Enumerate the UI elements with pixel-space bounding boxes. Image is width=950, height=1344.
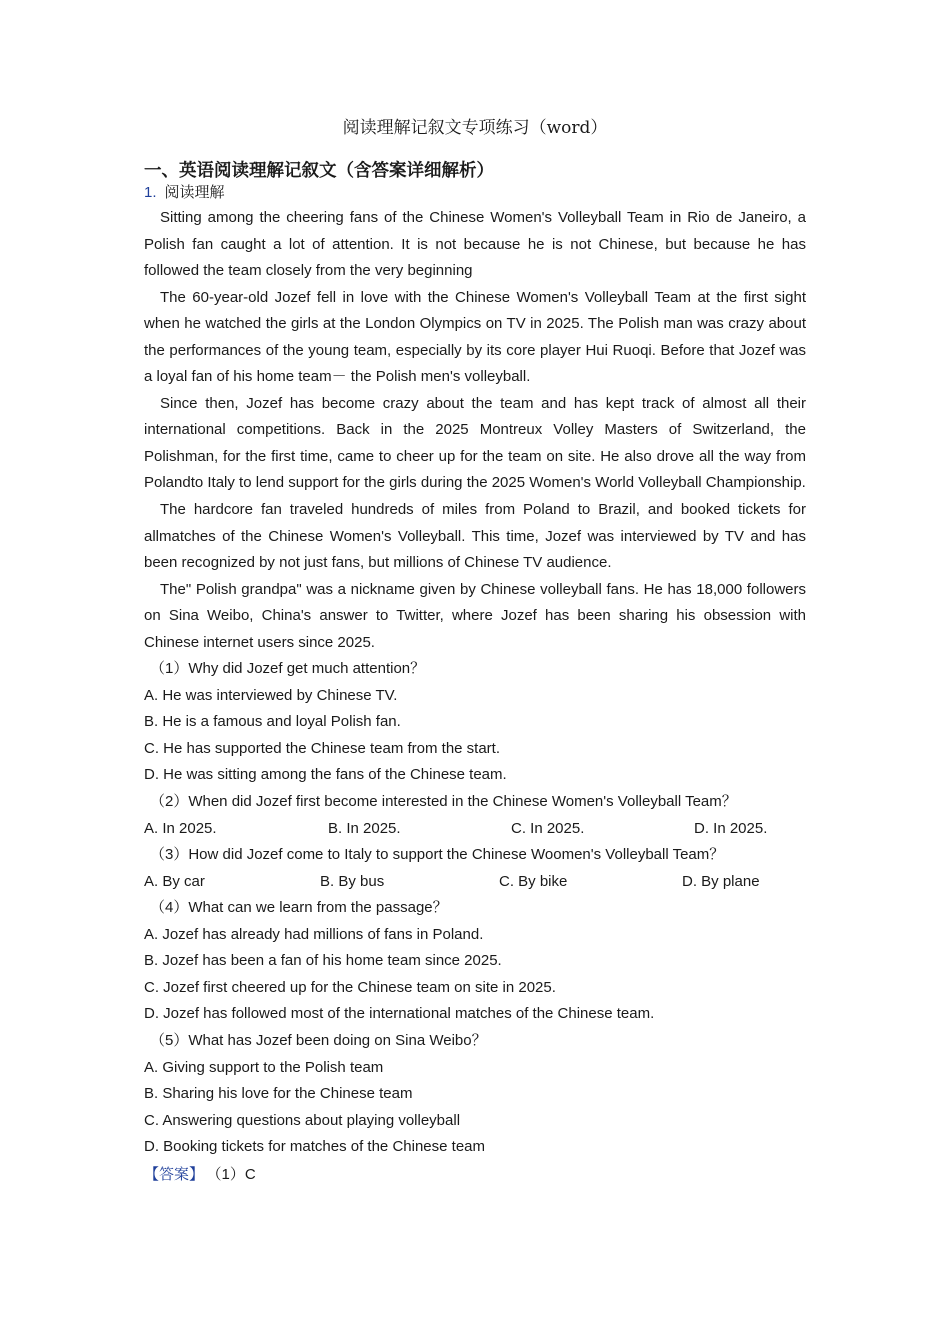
option-4c: C. Jozef first cheered up for the Chinese team on site in 2025. <box>144 978 556 996</box>
question-prompt-4: （4）What can we learn from the passage？ <box>150 899 448 917</box>
answer-value: （1）C <box>214 1165 256 1183</box>
option-5a: A. Giving support to the Polish team <box>144 1058 384 1076</box>
option-1b: B. He is a famous and loyal Polish fan. <box>144 713 401 731</box>
option-5b: B. Sharing his love for the Chinese team <box>144 1085 413 1103</box>
option-3c: C. By bike <box>499 872 568 890</box>
answer-line <box>144 1161 806 1189</box>
option-2a: A. In 2025. <box>144 819 217 837</box>
section-title: 一、英语阅读理解记叙文（含答案详细解析） <box>144 161 494 181</box>
option-1a: A. He was interviewed by Chinese TV. <box>144 686 398 704</box>
question-prompt-5: （5）What has Jozef been doing on Sina Weibo？ <box>150 1031 487 1049</box>
option-2c: C. In 2025. <box>511 819 585 837</box>
passage-paragraph: The 60-year-old Jozef fell in love with the Chinese Women's Volleyball Team at the first sight when he watched the girls at the London Olympics on TV in 2025. The Polish man was crazy about the performances of the young team, especially by its core player Hui Ruoqi. Before that Jozef was a loyal fan of his home team－ the Polish men's volleyball. <box>144 288 806 386</box>
option-4a: A. Jozef has already had millions of fans in Poland. <box>144 925 484 943</box>
passage-paragraph: Sitting among the cheering fans of the Chinese Women's Volleyball Team in Rio de Janeiro, a Polish fan caught a lot of attention. It is not because he is not Chinese, but because he has followed the team closely from the very beginning <box>144 209 806 280</box>
passage-paragraph: The hardcore fan traveled hundreds of miles from Poland to Brazil, and booked tickets for allmatches of the Chinese Women's Volleyball. This time, Jozef was interviewed by TV and has been recognized by not just fans, but millions of Chinese TV audience. <box>144 501 806 572</box>
option-5c: C. Answering questions about playing volleyball <box>144 1111 461 1129</box>
exercise-body <box>144 205 806 1188</box>
question-label: 阅读理解 <box>164 183 225 201</box>
option-5d: D. Booking tickets for matches of the Chinese team <box>144 1138 485 1156</box>
options-row-3 <box>144 869 806 896</box>
option-2b: B. In 2025. <box>328 819 401 837</box>
question-heading <box>144 182 225 203</box>
option-2d: D. In 2025. <box>694 819 768 837</box>
option-3a: A. By car <box>144 872 205 890</box>
options-row-2 <box>144 816 806 843</box>
option-3b: B. By bus <box>320 872 385 890</box>
option-1d: D. He was sitting among the fans of the Chinese team. <box>144 766 507 784</box>
question-number: 1. <box>144 184 157 201</box>
question-prompt-1: （1）Why did Jozef get much attention？ <box>150 660 426 678</box>
question-prompt-2: （2）When did Jozef first become interested in the Chinese Women's Volleyball Team？ <box>150 793 737 811</box>
option-1c: C. He has supported the Chinese team from the start. <box>144 739 501 757</box>
option-4b: B. Jozef has been a fan of his home team since 2025. <box>144 952 502 970</box>
question-prompt-3: （3）How did Jozef come to Italy to support the Chinese Woomen's Volleyball Team？ <box>150 846 725 864</box>
answer-tag: 【答案】 <box>144 1164 205 1183</box>
option-4d: D. Jozef has followed most of the international matches of the Chinese team. <box>144 1005 655 1023</box>
passage-paragraph: The" Polish grandpa" was a nickname given by Chinese volleyball fans. He has 18,000 followers on Sina Weibo, China's answer to Twitter, where Jozef has been sharing his obsession with Chinese internet users since 2025. <box>144 580 806 651</box>
option-3d: D. By plane <box>682 872 760 890</box>
document-title: 阅读理解记叙文专项练习（word） <box>342 118 608 138</box>
passage-paragraph: Since then, Jozef has become crazy about the team and has kept track of almost all their international competitions. Back in the 2025 Montreux Volley Masters of Switzerland, the Polishman, for the first time, came to cheer up for the team on site. He also drove all the way from Polandto Italy to lend support for the girls during the 2025 Women's World Volleyball Championship. <box>144 394 806 492</box>
